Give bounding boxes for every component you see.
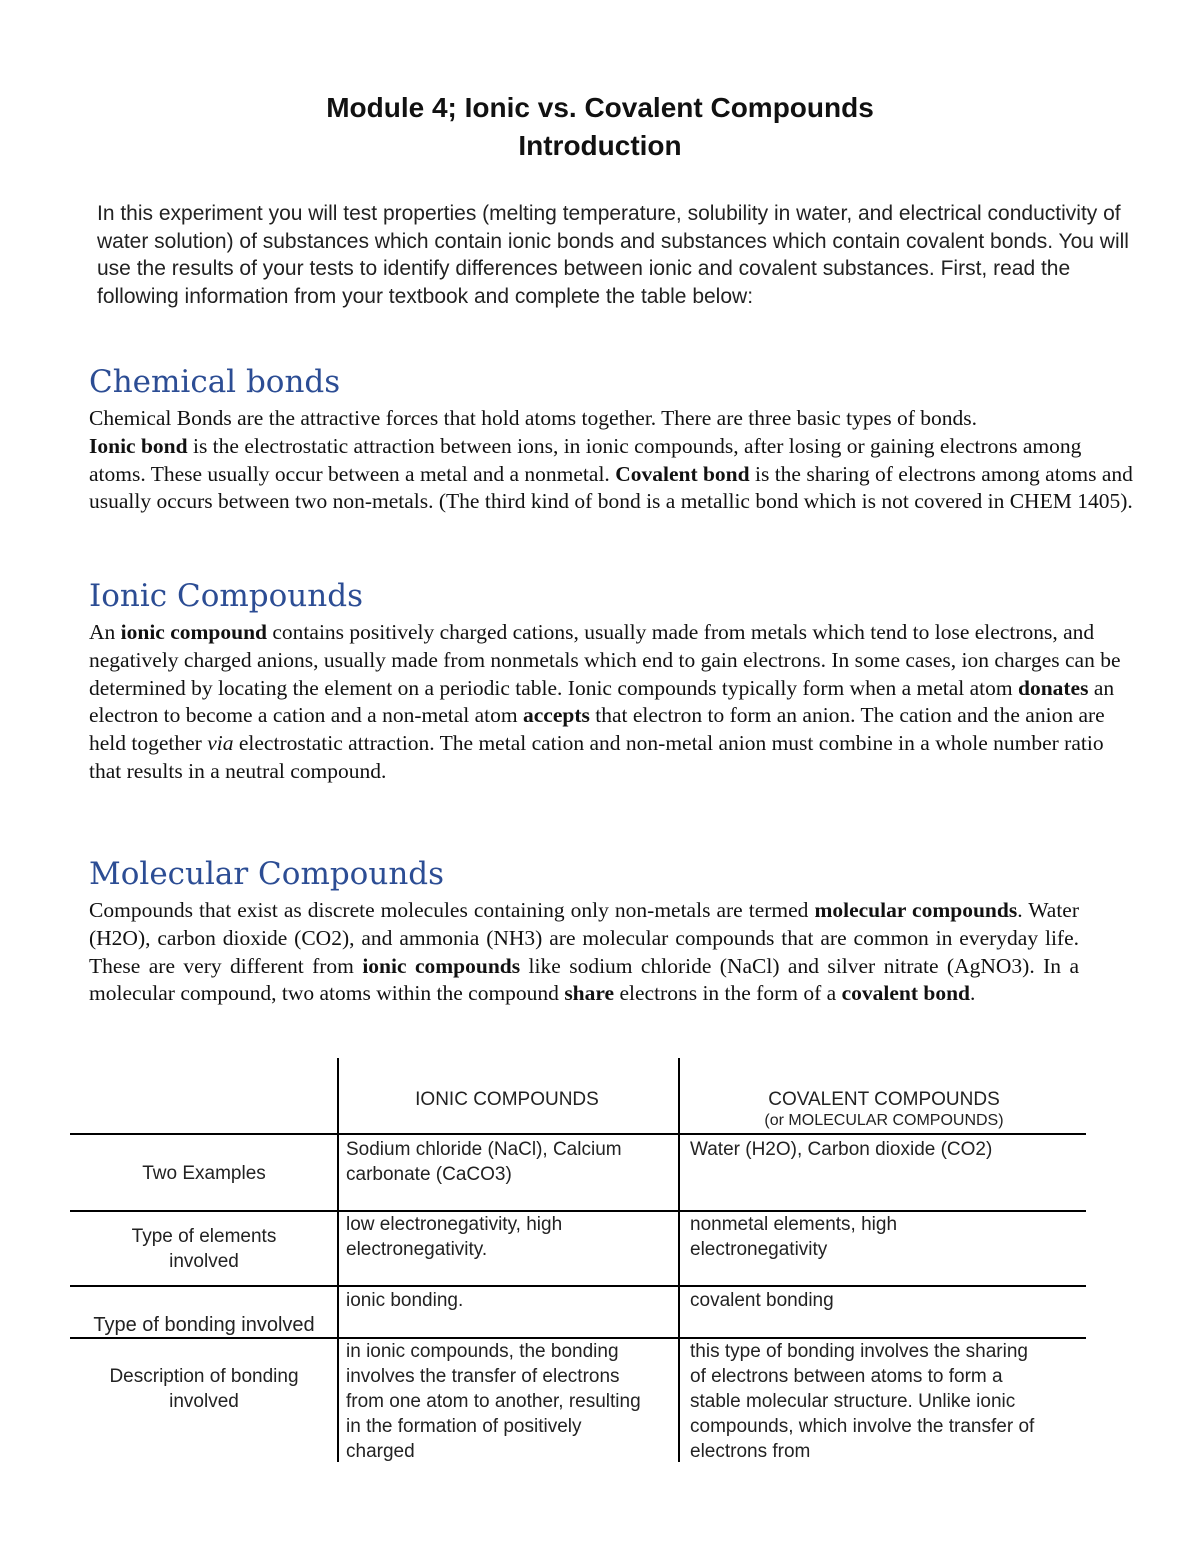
- text-run: an electron to become a cation and a non-metal atom: [89, 675, 1115, 728]
- text-run: electrons in the form of a: [614, 981, 842, 1006]
- text-run: Compounds that exist as discrete molecules containing only non-metals are termed: [89, 898, 815, 922]
- table-divider: [678, 1058, 680, 1462]
- cell-covalent-elements: nonmetal elements, high electronegativity: [690, 1214, 898, 1260]
- table-header-covalent: [682, 1087, 1086, 1130]
- table-rule: [70, 1285, 1086, 1287]
- cell-covalent-description: this type of bonding involves the sharing of electrons between atoms to form a stable molecular structure. Unlike ionic compounds, which involve the transfer of electrons from: [690, 1341, 1035, 1462]
- document-subtitle: Introduction: [518, 130, 682, 161]
- row-label-two-examples: Two Examples: [142, 1163, 266, 1184]
- text-run: like sodium chloride (NaCl) and silver nitrate (AgNO3). In a molecular compound, two atoms within the compound: [89, 953, 1079, 1006]
- text-run: contains positively charged cations, usually made from metals which tend to lose electrons, and negatively charged anions, usually made from nonmetals which end to gain electrons. In some cases, ion charges can be determined by locating the element on a periodic table. Ionic compounds typically form when a metal atom: [89, 620, 1121, 700]
- text-run: that electron to form an anion. The cation and the anion are held together: [89, 703, 1105, 756]
- text-run: Chemical Bonds are the attractive forces that hold atoms together. There are three basic types of bonds.: [89, 406, 977, 430]
- cell-ionic-bonding-type: ionic bonding.: [346, 1290, 464, 1311]
- table-header-ionic: IONIC COMPOUNDS: [415, 1089, 599, 1110]
- table-header-covalent-sub: (or MOLECULAR COMPOUNDS): [764, 1112, 1004, 1129]
- row-label-elements: Type of elements involved: [131, 1226, 277, 1272]
- document-title: Module 4; Ionic vs. Covalent Compounds: [326, 92, 874, 123]
- term-covalent-bond: Covalent bond: [615, 461, 750, 486]
- cell-ionic-elements: low electronegativity, high electronegativity.: [346, 1214, 563, 1260]
- term-share: share: [564, 981, 615, 1006]
- row-label-bonding-type: Type of bonding involved: [93, 1314, 315, 1336]
- heading-ionic-compounds: Ionic Compounds: [89, 578, 363, 614]
- cell-ionic-examples: Sodium chloride (NaCl), Calcium carbonate (CaCO3): [346, 1139, 622, 1185]
- text-run: is the sharing of electrons among atoms and usually occurs between two non-metals. (The third kind of bond is a metallic bond which is not covered in CHEM 1405).: [89, 461, 1133, 514]
- term-accepts: accepts: [523, 703, 590, 728]
- text-run: .: [970, 981, 976, 1006]
- table-header-covalent-label: COVALENT COMPOUNDS: [768, 1089, 1000, 1110]
- term-covalent-bond: covalent bond: [841, 981, 970, 1006]
- term-ionic-compounds: ionic compounds: [362, 953, 521, 978]
- text-run: electrostatic attraction. The metal cation and non-metal anion must combine in a whole number ratio that results in a neutral compound.: [89, 731, 1104, 783]
- term-molecular-compounds: molecular compounds: [814, 898, 1018, 922]
- term-via: via: [207, 731, 234, 756]
- cell-ionic-description: in ionic compounds, the bonding involves the transfer of electrons from one atom to another, resulting in the formation of positively charged: [346, 1341, 641, 1462]
- term-ionic-bond: Ionic bond: [89, 433, 188, 458]
- heading-molecular-compounds: Molecular Compounds: [89, 856, 445, 892]
- term-donates: donates: [1017, 675, 1089, 700]
- row-label-description: Description of bonding involved: [109, 1366, 299, 1412]
- text-run: is the electrostatic attraction between ions, in ionic compounds, after losing or gaining electrons among atoms. These usually occur between a metal and a nonmetal.: [89, 433, 1082, 486]
- text-run: . Water (H2O), carbon dioxide (CO2), and ammonia (NH3) are molecular compounds that are common in everyday life. These are very different from: [89, 898, 1080, 978]
- table-rule: [70, 1133, 1086, 1135]
- text-run: An: [89, 620, 121, 644]
- term-ionic-compound: ionic compound: [120, 620, 268, 644]
- cell-covalent-bonding-type: covalent bonding: [690, 1290, 834, 1311]
- heading-chemical-bonds: Chemical bonds: [89, 364, 341, 400]
- intro-paragraph: In this experiment you will test properties (melting temperature, solubility in water, and electrical conductivity of water solution) of substances which contain ionic bonds and substances which contain covalent bonds. You will use the results of your tests to identify differences between ionic and covalent substances. First, read the following information from your textbook and complete the table below:: [97, 202, 1129, 308]
- table-divider: [337, 1058, 339, 1462]
- cell-covalent-examples: Water (H2O), Carbon dioxide (CO2): [690, 1139, 993, 1160]
